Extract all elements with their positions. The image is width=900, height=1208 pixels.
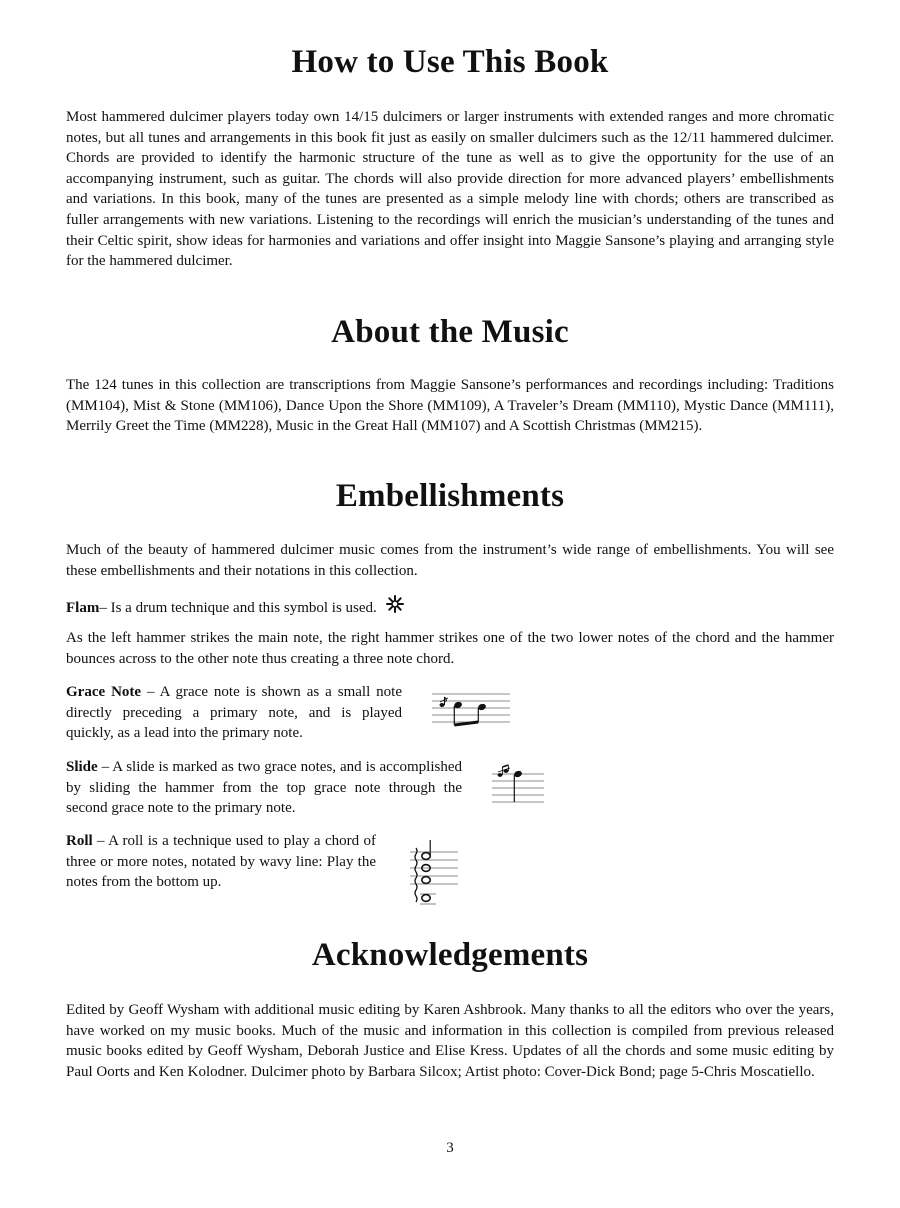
- grace-note-term: Grace Note: [66, 684, 142, 700]
- acknowledgements-paragraph: Edited by Geoff Wysham with additional music editing by Karen Ashbrook. Many thanks to all the editors who over the years, have worked on my music books. Much of the music and information in this collection is compiled from previous released music books edited by Geoff Wysham, Deborah Justice and Elise Kress. Updates of all the chords and some music editing by Paul Oorts and Ken Kolodner. Dulcimer photo by Barbara Silcox; Artist photo: Cover-Dick Bond; page 5-Chris Moscatiello.: [66, 1002, 834, 1080]
- slide-text: – A slide is marked as two grace notes, and is accomplished by sliding the hammer from the top grace note through the second grace note to the primary note.: [66, 759, 462, 817]
- grace-note-description: [66, 682, 402, 744]
- flam-detail: As the left hammer strikes the main note, the right hammer strikes one of the two lower notes of the chord and the hammer bounces across to the other note thus creating a three note chord.: [66, 630, 834, 667]
- roll-term: Roll: [66, 833, 93, 849]
- flam-symbol-icon: [385, 594, 405, 614]
- heading-acknowledgements: Acknowledgements: [311, 937, 589, 973]
- roll-description: [66, 831, 376, 893]
- roll-notation-icon: [408, 838, 460, 912]
- heading-embellishments: Embellishments: [335, 478, 565, 514]
- flam-term: Flam: [66, 600, 100, 616]
- how-to-use-paragraph: Most hammered dulcimer players today own 14/15 dulcimers or larger instruments with extended ranges and more chromatic notes, but all tunes and arrangements in this book fit just as easily on smaller dulcimers such as the 12/11 hammered dulcimer. Chords are provided to identify the harmonic structure of the tune as well as to give the opportunity for the use of an accompanying instrument, such as guitar. The chords will also provide direction for more advanced players’ embellishments and variations. In this book, many of the tunes are presented as a simple melody line with chords; others are transcribed as fuller arrangements with new variations. Listening to the recordings will enrich the musician’s understanding of the tunes and their Celtic spirit, show ideas for harmonies and variations and offer insight into Maggie Sansone’s playing and arranging style for the hammered dulcimer.: [66, 109, 834, 270]
- about-music-paragraph: The 124 tunes in this collection are transcriptions from Maggie Sansone’s performances and recordings including: Traditions (MM104), Mist & Stone (MM106), Dance Upon the Shore (MM109), A Traveler’s Dream (MM110), Mystic Dance (MM111), Merrily Greet the Time (MM228), Music in the Great Hall (MM107) and A Scottish Christmas (MM215).: [66, 377, 834, 435]
- flam-text: – Is a drum technique and this symbol is used.: [99, 600, 377, 616]
- flam-line: [66, 594, 834, 619]
- slide-notation-icon: [490, 764, 546, 806]
- slide-term: Slide: [66, 759, 98, 775]
- heading-about-music: About the Music: [331, 314, 569, 350]
- roll-text: – A roll is a technique used to play a chord of three or more notes, notated by wavy line: Play the notes from the bottom up.: [66, 833, 376, 891]
- grace-note-text: – A grace note is shown as a small note directly preceding a primary note, and is played quickly, as a lead into the primary note.: [66, 684, 402, 742]
- slide-description: [66, 757, 462, 819]
- embellishments-intro: Much of the beauty of hammered dulcimer music comes from the instrument’s wide range of embellishments. You will see these embellishments and their notations in this collection.: [66, 542, 834, 579]
- heading-how-to-use: How to Use This Book: [291, 44, 609, 80]
- grace-note-notation-icon: [430, 688, 512, 730]
- page-number: 3: [446, 1140, 454, 1156]
